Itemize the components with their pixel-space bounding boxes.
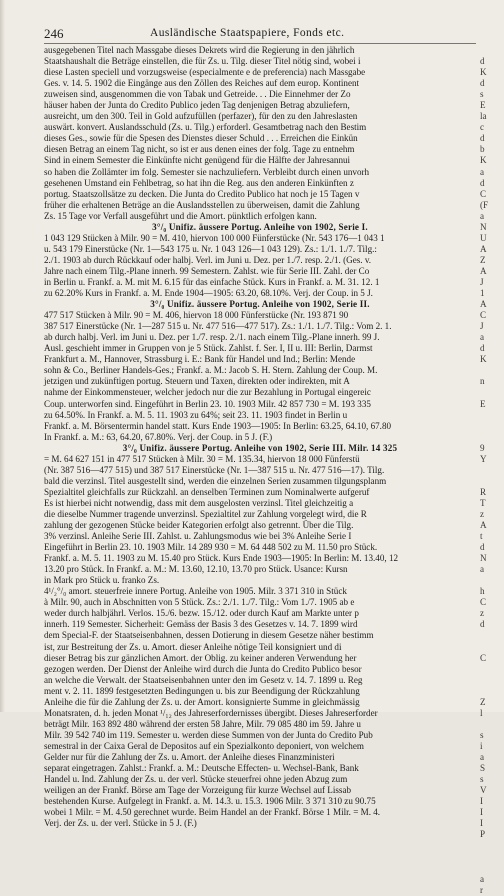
text-line: nahme der Einkommensteuer, welcher jedoch nur die zur Bezahlung in Portugal eingereic [44, 387, 371, 398]
margin-fragment [480, 664, 504, 675]
margin-fragment: d [480, 133, 485, 144]
margin-fragment: a [480, 564, 485, 575]
margin-fragment: C [480, 188, 487, 199]
margin-fragment: A [480, 265, 487, 276]
margin-fragment: K [480, 155, 487, 166]
text-line: diese Lasten speciell und vorzugsweise (especialmente e de preferencia) nach Massgabe [44, 67, 366, 78]
margin-fragment [480, 675, 504, 686]
text-line: Ausl. geschieht immer in Gruppen von je 5 Stück. Zahlst. f. Ser. I, II u. III: Berlin, Darmst [44, 343, 373, 354]
margin-fragment: C [480, 652, 487, 663]
body-text-column [44, 45, 476, 829]
margin-fragment [480, 719, 504, 730]
margin-fragment [480, 387, 504, 398]
text-line: 4¹/₂°/₀ amort. steuerfreie innere Portug. Anleihe von 1905. Milr. 3 371 310 in Stück [44, 586, 347, 597]
margin-fragment: d [480, 56, 485, 67]
text-line: jetzigen und zukünftigen portug. Steuern und Taxen, direkten oder indirekten, mit A [44, 376, 350, 387]
margin-fragment: C [480, 597, 487, 608]
margin-fragment: s [480, 89, 484, 100]
text-line: 2./1. 1903 ab durch Rückkauf oder halbj. Verl. im Juni u. Dez. per 1./7. resp. 2./1. (Ges. v. [44, 254, 372, 265]
text-line: zahlung der gezogenen Stücke beider Kategorien erfolgt also getrennt. Über die Tilg. [44, 520, 354, 531]
margin-fragment [480, 45, 504, 56]
margin-fragment: d [480, 542, 485, 553]
margin-fragment [480, 862, 504, 873]
margin-fragment: h [480, 586, 485, 597]
text-line: zu 62.20% Kurs in Frankf. a. M. Ende 1904—1905: 63.20, 68.10%. Verj. der Coup. in 5 J. [44, 288, 373, 299]
margin-fragment: Z [480, 254, 486, 265]
text-line: zuweisen sind, ausgenommen die von Tabak und Getreide. . . Die Einnehmer der Zo [44, 89, 351, 100]
margin-fragment: d [480, 177, 485, 188]
margin-fragment: E [480, 100, 486, 111]
margin-fragment: A [480, 243, 487, 254]
text-line: früher die erhaltenen Beträge an die Auslandsstellen zu überweisen, damit die Zahlung [44, 199, 360, 210]
text-line: 387 517 Einerstücke (Nr. 1—287 515 u. Nr. 477 516—477 517). Zs.: 1./1. 1./7. Tilg.: Vom 2. 1. [44, 321, 392, 332]
text-line: ist, zur Bestreitung der Zs. u. Amort. dieser Anleihe nötige Teil konsigniert und di [44, 641, 342, 652]
text-line: Handel u. Ind. Zahlung der Zs. u. der verl. Stücke steuerfrei ohne jeden Abzug zum [44, 774, 348, 785]
text-line: 1 043 129 Stücken à Milr. 90 = M. 410, hiervon 100 000 Fünferstücke (Nr. 543 176—1 043 1 [44, 232, 385, 243]
text-line: weder durch halbjährl. Verlos. 15./6. bezw. 15./12. oder durch Kauf am Markte unter p [44, 608, 359, 619]
text-line: an welche die Verwalt. der Staatseisenbahnen unter den im Gesetz v. 14. 7. 1899 u. Reg [44, 674, 363, 685]
text-line: 477 517 Stücken à Milr. 90 = M. 406, hiervon 18 000 Fünferstücke (Nr. 193 871 90 [44, 310, 349, 321]
margin-fragment: E [480, 398, 486, 409]
adjacent-page-margin [480, 45, 504, 895]
running-title: Ausländische Staatspapiere, Fonds etc. [150, 27, 345, 39]
text-line: portug. Staatszollsätze zu decken. Die Junta do Credito Publico hat noch je 15 Tagen v [44, 188, 360, 199]
text-line: ab durch halbj. Verl. im Juni u. Dez. per 1./7. resp. 2./1. nach einem Tilg.-Plane innerh. 99 J. [44, 332, 380, 343]
text-line: weiligen an der Frankf. Börse am Tage der Vorzeigung für kurze Wechsel auf Lissab [44, 785, 352, 796]
text-line: Sind in einem Semester die Einkünfte nicht genügend für die Hälfte der Jahresannui [44, 155, 351, 166]
text-line: Verj. der Zs. u. der verl. Stücke in 5 J. (F.) [44, 818, 197, 829]
text-line: semestral in der Caixa Geral de Depositos auf ein Spezialkonto deponiert, von welchem [44, 740, 364, 751]
text-line: ment v. 2. 11. 1899 festgesetzten Bedingungen u. bis zur Beendigung der Rückzahlung [44, 685, 360, 696]
text-line: Jahre nach einem Tilg.-Plane innerh. 99 Semestern. Zahlst. wie für Serie III. Zahl. der Co [44, 265, 370, 276]
margin-fragment: d [480, 343, 485, 354]
header-rule [44, 43, 476, 44]
margin-fragment: d [480, 78, 485, 89]
section-heading: 3°/₀ Unifiz. äussere Portug. Anleihe von 1902, Serie I. [152, 221, 368, 232]
margin-fragment: s [480, 774, 484, 785]
margin-fragment: s [480, 729, 484, 740]
margin-fragment: 1 [480, 288, 485, 299]
margin-fragment: n [480, 376, 485, 387]
margin-fragment: N [480, 553, 487, 564]
margin-fragment: t [480, 531, 483, 542]
text-line: (Nr. 387 516—477 515) und 387 517 Einerstücke (Nr. 1—387 515 u. Nr. 477 516—17). Tilg. [44, 464, 385, 475]
margin-fragment: I [480, 818, 484, 829]
margin-fragment: S [480, 763, 486, 774]
text-line: Frankf. a. M. 5. 11. 1903 zu M. 15.40 pro Stück. Kurs Ende 1903—1905: In Berlin: M. 13.40, 12 [44, 553, 399, 564]
margin-fragment: a [480, 166, 485, 177]
margin-fragment [480, 432, 504, 443]
text-line: in Mark pro Stück u. franko Zs. [44, 575, 160, 586]
margin-fragment: i [480, 740, 483, 751]
page-header [44, 26, 464, 42]
margin-fragment [480, 365, 504, 376]
text-line: Es ist hierbei nicht notwendig, dass mit dem ausgelosten verzinsl. Titel gleichzeitig a [44, 497, 354, 508]
margin-fragment [480, 642, 504, 653]
margin-fragment: z [480, 508, 485, 519]
margin-fragment [480, 465, 504, 476]
text-line: gezogen werden. Der Dienst der Anleihe wird durch die Junta do Credito Publico besor [44, 663, 362, 674]
margin-fragment: c [480, 122, 485, 133]
margin-fragment: N [480, 221, 487, 232]
text-line: bald die verzinsl. Titel ausgestellt sind, werden die einzelnen Serien zusammen tilgungsplanm [44, 475, 387, 486]
text-line: bestehenden Kurse. Aufgelegt in Frankf. a. M. 14.3. u. 15.3. 1906 Milr. 3 371 310 zu 90.75 [44, 796, 376, 807]
margin-fragment: I [480, 796, 484, 807]
margin-fragment: z [480, 608, 485, 619]
margin-fragment: P [480, 829, 486, 840]
margin-fragment: a [480, 210, 485, 221]
margin-fragment [480, 575, 504, 586]
text-line: à Milr. 90, auch in Abschnitten von 5 Stück. Zs.: 2./1. 1./7. Tilg.: Vom 1./7. 1905 ab e [44, 597, 355, 608]
page-spine-shadow [0, 0, 5, 712]
margin-fragment: a [480, 873, 485, 884]
section-heading: 3°/₀ Unifiz. äussere Portug. Anleihe von 1902, Serie II. [150, 299, 370, 310]
text-line: Ges. v. 14. 5. 1902 die Eingänge aus den Zöllen des Reiches auf dem europ. Kontinent [44, 78, 360, 89]
text-line: sohn & Co., Berliner Handels-Ges.; Frankf. a. M.: Jacob S. H. Stern. Zahlung der Coup. M. [44, 365, 378, 376]
margin-fragment [480, 686, 504, 697]
text-line: = M. 64 627 151 in 477 517 Stücken à Milr. 30 = M. 135.34, hiervon 18 000 Fünferstü [44, 453, 360, 464]
text-line: Frankfurt a. M., Hannover, Strassburg i. E.: Bank für Handel und Ind.; Berlin: Mende [44, 354, 356, 365]
text-line: dieses Ges., sowie für die Spesen des Dienstes dieser Schuld . . . Erreichen die Einkün [44, 133, 358, 144]
text-line: die dieselbe Nummer tragende unverzinsl. Spezialtitel zur Zahlung vorgelegt wird, die R [44, 508, 367, 519]
text-line: Eingeführt in Berlin 23. 10. 1903 Milr. 14 289 930 = M. 64 448 502 zu M. 11.50 pro Stück. [44, 542, 378, 553]
margin-fragment: 9 [480, 442, 485, 453]
margin-fragment: (F [480, 199, 489, 210]
margin-fragment [480, 840, 504, 851]
margin-fragment: K [480, 354, 487, 365]
text-line: ausgegebenen Titel nach Massgabe dieses Dekrets wird die Regierung in den jährlich [44, 45, 355, 55]
text-line: Gelder nur für die Zahlung der Zs. u. Amort. der Anleihe dieses Finanzministeri [44, 752, 335, 762]
text-line: innerh. 119 Semester. Sicherheit: Gemäss der Basis 3 des Gesetzes v. 14. 7. 1899 wird [44, 619, 358, 630]
text-line: Zs. 15 Tage vor Verfall ausgeführt und die Amort. pünktlich erfolgen kann. [44, 210, 317, 221]
text-line: wobei 1 Milr. = M. 4.50 gerechnet wurde. Beim Handel an der Frankf. Börse 1 Milr. = M. 4. [44, 807, 381, 818]
text-line: Staatshaushalt die Beträge einstellen, die für Zs. u. Tilg. dieser Titel nötig sind, wobei i [44, 56, 361, 67]
margin-fragment: J [480, 276, 484, 287]
margin-fragment: I [480, 807, 484, 818]
margin-fragment: R [480, 486, 487, 497]
margin-fragment: l [480, 707, 483, 718]
text-line: ausreicht, um den 300. Teil in Gold aufzufüllen (perfazer), für den zu den Jahreslasten [44, 111, 358, 122]
margin-fragment: d [480, 619, 485, 630]
margin-fragment: T [480, 497, 486, 508]
text-line: Frankf. a. M. Börsentermin handel statt. Kurs Ende 1903—1905: In Berlin: 63.25, 64.10, 67.80 [44, 420, 392, 431]
margin-fragment: Y [480, 453, 487, 464]
text-line: Anleihe die für die Zahlung der Zs. u. der Amort. konsignierte Summe in gleichmässig [44, 696, 360, 707]
margin-fragment: la [480, 111, 487, 122]
text-line: beträgt Milr. 163 892 480 während der ersten 58 Jahre, Milr. 79 085 480 im 59. Jahre u [44, 718, 361, 729]
text-line: auswärt. konvert. Auslandsschuld (Zs. u. Tilg.) erforderl. Gesamtbetrag nach den Bestim [44, 122, 367, 133]
text-line: gesehenen Umstand ein Fehlbetrag, so hat ihn die Reg. aus den anderen Einkünften z [44, 177, 354, 188]
margin-fragment: A [480, 299, 487, 310]
text-line: Spezialtitel gleichfalls zur Rückzahl. an denselben Terminen zum Nominalwerte aufgeruf [44, 486, 370, 497]
margin-fragment: J [480, 321, 484, 332]
margin-fragment: K [480, 67, 487, 78]
margin-fragment: V [480, 785, 487, 796]
text-line: zu 64.50%. In Frankf. a. M. 5. 11. 1903 zu 64%; seit 23. 11. 1903 findet in Berlin u [44, 409, 348, 420]
margin-fragment: b [480, 144, 485, 155]
margin-fragment [480, 851, 504, 862]
text-line: diesen Betrag an einem Tag nicht, so ist er aus denen eines der folg. Tage zu entnehm [44, 144, 355, 155]
margin-fragment [480, 410, 504, 421]
text-line: In Frankf. a. M.: 63, 64.20, 67.80%. Verj. der Coup. in 5 J. (F.) [44, 431, 273, 442]
section-heading: 3°/₀ Unifiz. äussere Portug. Anleihe von 1902, Serie III. Milr. 14 325 [122, 442, 398, 453]
text-line: 3% verzinsl. Anleihe Serie III. Zahlst. u. Zahlungsmodus wie bei 3% Anleihe Serie I [44, 531, 352, 542]
margin-fragment: A [480, 520, 487, 531]
text-line: separat eingetragen. Zahlst.: Frankf. a. M.: Deutsche Effecten- u. Wechsel-Bank, Bank [44, 763, 359, 774]
margin-fragment [480, 476, 504, 487]
text-line: so haben die Zollämter im folg. Semester sie nachzuliefern. Verbleibt durch einen unvorh [44, 166, 370, 177]
text-line: häuser haben der Junta do Credito Publico jeden Tag denjenigen Betrag abzuliefern, [44, 100, 350, 111]
text-line: Milr. 39 542 740 im 119. Semester u. werden diese Summen von der Junta do Credito Pub [44, 729, 373, 740]
margin-fragment: Z [480, 696, 486, 707]
margin-fragment: r [480, 884, 484, 895]
page-number: 246 [44, 26, 64, 41]
margin-fragment [480, 421, 504, 432]
margin-fragment [480, 630, 504, 641]
text-line: u. 543 179 Einerstücke (Nr. 1—543 175 u. Nr. 1 043 126—1 043 129). Zs.: 1./1. 1./7. Tilg.: [44, 243, 377, 254]
text-line: Monatsraten, d. h. jeden Monat ¹/₁₂ des Jahreserfordernisses übergibt. Dieses Jahreserforder [44, 707, 378, 718]
margin-fragment: a [480, 332, 485, 343]
text-line: dem Special-F. der Staatseisenbahnen, dessen Dotierung in diesem Gesetze näher bestimm [44, 630, 374, 641]
text-line: Coup. unterworfen sind. Eingeführt in Berlin 23. 10. 1903 Milr. 42 857 730 = M. 193 335 [44, 398, 371, 409]
text-line: dieser Betrag bis zur gänzlichen Amort. der Oblig. zu keiner anderen Verwendung her [44, 652, 357, 663]
margin-fragment: a [480, 752, 485, 762]
text-line: 13.20 pro Stück. In Frankf. a. M.: M. 13.60, 12.10, 13.70 pro Stück. Usance: Kursn [44, 564, 348, 575]
text-line: in Berlin u. Frankf. a. M. mit M. 6.15 für das einfache Stück. Kurs in Frankf. a. M. 31. 12. 1 [44, 276, 380, 287]
margin-fragment: C [480, 310, 487, 321]
margin-fragment: U [480, 232, 487, 243]
